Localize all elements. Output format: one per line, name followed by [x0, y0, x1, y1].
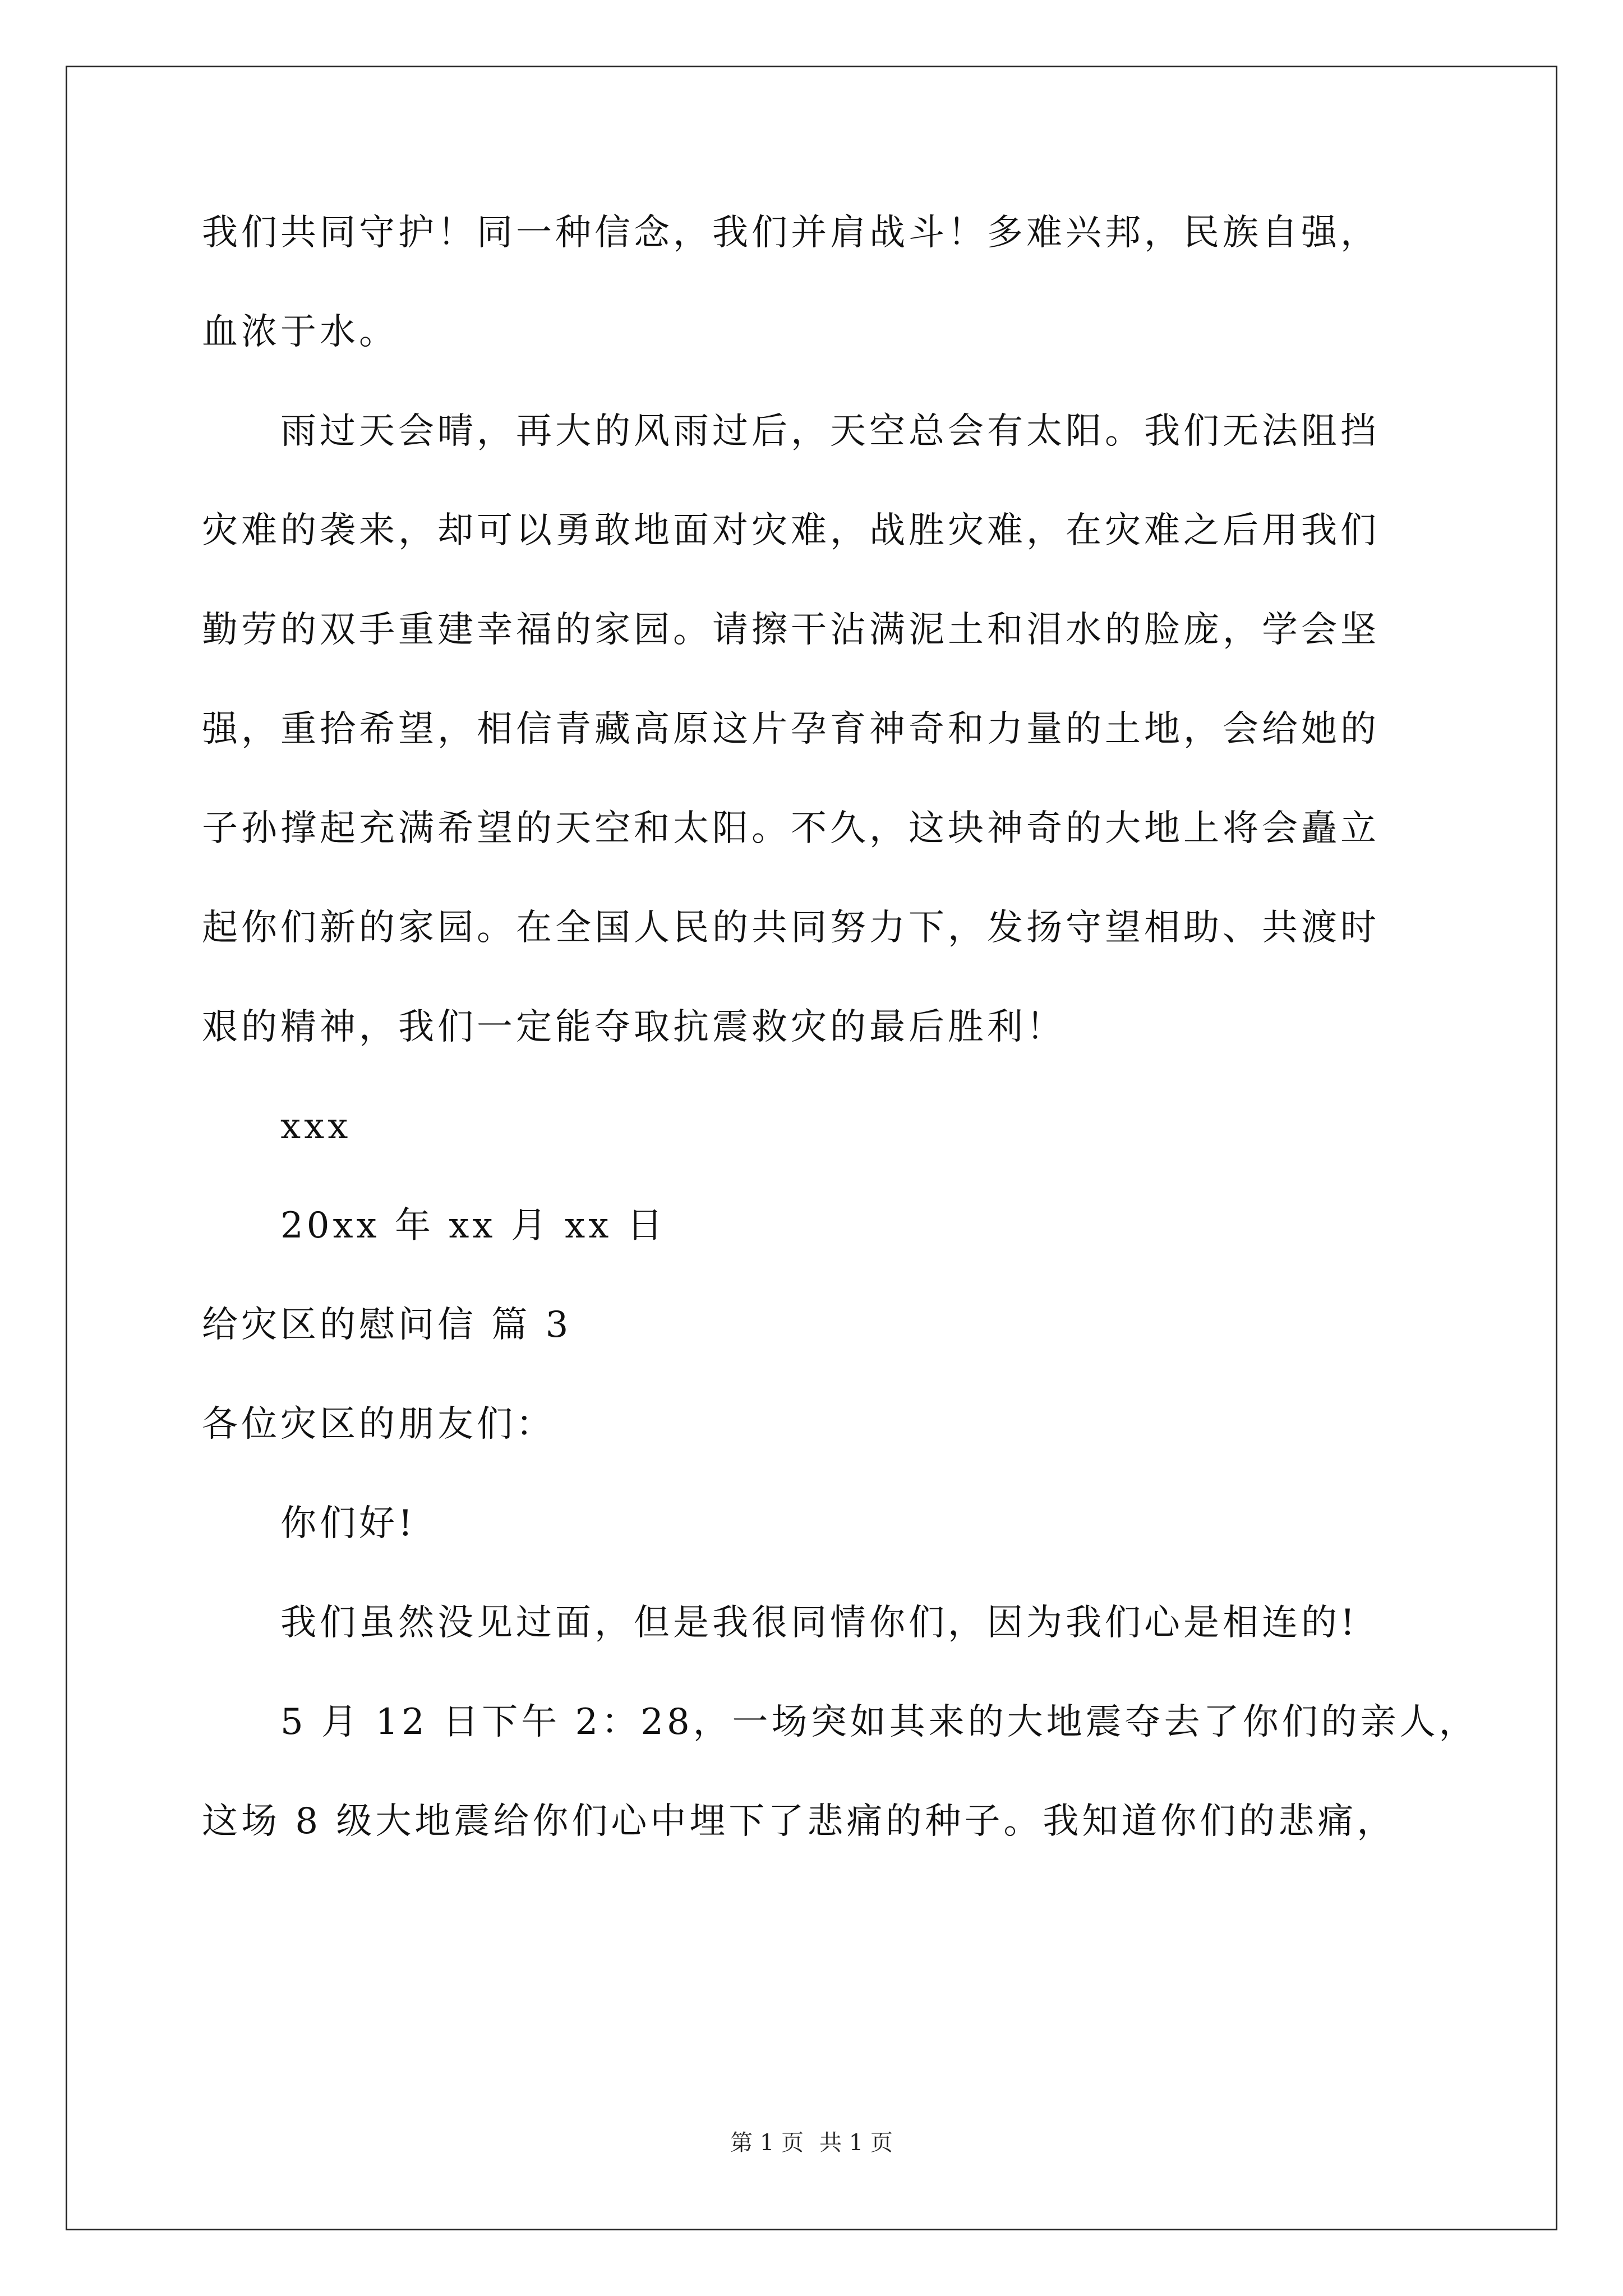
page-footer	[0, 2129, 1623, 2157]
text-line: 我们共同守护！同一种信念，我们并肩战斗！多难兴邦，民族自强，	[202, 212, 1380, 254]
greeting: 你们好!	[280, 1503, 416, 1544]
text-line: 血浓于水。	[202, 311, 398, 353]
text-line: 灾难的袭来，却可以勇敢地面对灾难，战胜灾难，在灾难之后用我们	[202, 510, 1380, 551]
section-heading: 给灾区的慰问信 篇 3	[202, 1304, 572, 1346]
paragraph-start-line: 雨过天会晴，再大的风雨过后，天空总会有太阳。我们无法阻挡	[280, 411, 1380, 452]
page-number: 第 1 页	[730, 2130, 804, 2156]
text-line: 强，重拾希望，相信青藏高原这片孕育神奇和力量的土地，会给她的	[202, 708, 1380, 750]
paragraph-start-line: 我们虽然没见过面，但是我很同情你们，因为我们心是相连的!	[280, 1602, 1358, 1644]
paragraph-start-line: 5 月 12 日下午 2：28，一场突如其来的大地震夺去了你们的亲人，	[280, 1701, 1478, 1743]
salutation: 各位灾区的朋友们：	[202, 1404, 555, 1445]
signature: xxx	[280, 1106, 352, 1147]
text-line: 勤劳的双手重建幸福的家园。请擦干沾满泥土和泪水的脸庞，学会坚	[202, 609, 1380, 651]
text-line: 子孙撑起充满希望的天空和太阳。不久，这块神奇的大地上将会矗立	[202, 808, 1380, 849]
text-line: 艰的精神，我们一定能夺取抗震救灾的最后胜利！	[202, 1006, 1066, 1048]
page-total: 共 1 页	[819, 2130, 893, 2156]
date-line: 20xx 年 xx 月 xx 日	[280, 1205, 666, 1246]
text-line: 这场 8 级大地震给你们心中埋下了悲痛的种子。我知道你们的悲痛，	[202, 1801, 1396, 1842]
text-line: 起你们新的家园。在全国人民的共同努力下，发扬守望相助、共渡时	[202, 907, 1380, 949]
